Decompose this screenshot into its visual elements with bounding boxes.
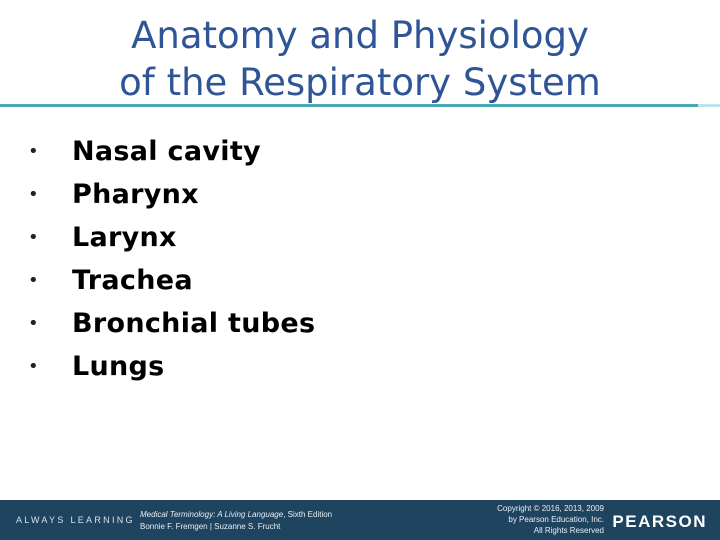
bullet-label: Nasal cavity (72, 136, 261, 167)
bullet-item (28, 259, 315, 302)
bullet-list (28, 130, 315, 388)
bullet-icon: • (28, 313, 39, 334)
bullet-icon: • (28, 270, 39, 291)
slide-title-line-1: Anatomy and Physiology (131, 14, 589, 57)
bullet-icon: • (28, 141, 39, 162)
title-divider-end (698, 104, 720, 107)
copyright-line-2: by Pearson Education, Inc. (508, 515, 604, 524)
bullet-item (28, 345, 315, 388)
bullet-item (28, 130, 315, 173)
bullet-label: Bronchial tubes (72, 308, 316, 339)
slide-title (0, 12, 720, 106)
book-citation (140, 509, 332, 533)
copyright-notice (434, 503, 604, 536)
bullet-icon: • (28, 227, 39, 248)
bullet-label: Lungs (72, 351, 165, 382)
slide-title-line-2: of the Respiratory System (119, 61, 601, 104)
copyright-line-1: Copyright © 2016, 2013, 2009 (497, 504, 604, 513)
title-divider (0, 104, 720, 107)
book-authors: Bonnie F. Fremgen | Suzanne S. Frucht (140, 522, 281, 531)
bullet-label: Trachea (72, 265, 193, 296)
bullet-item (28, 216, 315, 259)
bullet-icon: • (28, 184, 39, 205)
pearson-logo: PEARSON (612, 512, 707, 531)
bullet-label: Larynx (72, 222, 177, 253)
bullet-label: Pharynx (72, 179, 199, 210)
always-learning-tagline: ALWAYS LEARNING (16, 515, 135, 525)
bullet-item (28, 302, 315, 345)
bullet-icon: • (28, 356, 39, 377)
book-title: Medical Terminology: A Living Language (140, 510, 284, 519)
book-edition: , Sixth Edition (283, 510, 333, 519)
footer-bar (0, 500, 720, 540)
bullet-item (28, 173, 315, 216)
copyright-line-3: All Rights Reserved (533, 526, 604, 535)
